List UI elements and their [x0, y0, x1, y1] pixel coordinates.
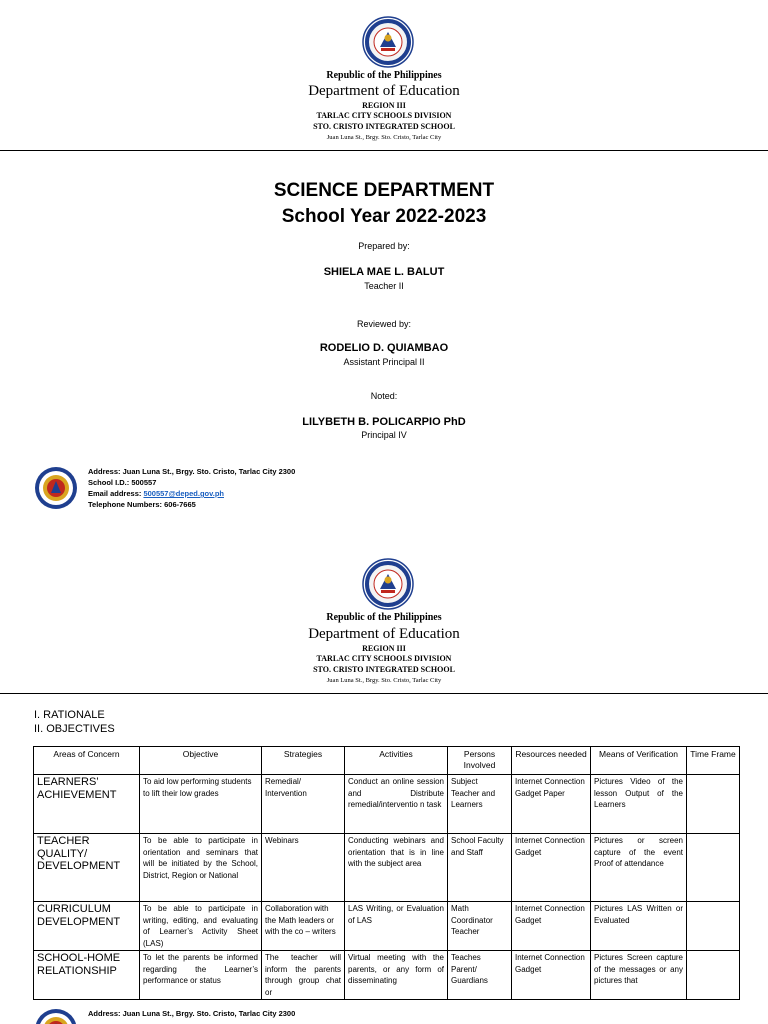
division-heading: TARLAC CITY SCHOOLS DIVISION: [316, 111, 452, 120]
cell-time: [687, 834, 740, 902]
cell-activities: Conduct an online session and Distribute remedial/interventio n task: [345, 775, 448, 834]
cell-verification: Pictures Screen capture of the messages or any pictures that: [591, 951, 687, 1000]
section-rationale: I. RATIONALE: [34, 709, 105, 721]
cell-activities: LAS Writing, or Evaluation of LAS: [345, 902, 448, 951]
reviewed-role: Assistant Principal II: [343, 357, 425, 367]
reviewed-label: Reviewed by:: [356, 319, 412, 329]
column-header: Resources needed: [512, 747, 591, 775]
footer-contact: [88, 1008, 295, 1019]
cell-strategies: Webinars: [262, 834, 345, 902]
region-heading: REGION III: [362, 644, 406, 653]
cell-resources: Internet Connection Gadget: [512, 902, 591, 951]
school-year: School Year 2022-2023: [281, 206, 487, 227]
prepared-role: Teacher II: [364, 281, 404, 291]
footer-email-line: [88, 488, 295, 499]
cell-strategies: Collaboration with the Math leaders or with the co – writers: [262, 902, 345, 951]
school-logo-icon: [34, 466, 78, 510]
objectives-table: [33, 746, 740, 1000]
division-heading: TARLAC CITY SCHOOLS DIVISION: [316, 654, 452, 663]
column-header: Activities: [345, 747, 448, 775]
footer-telephone: Telephone Numbers: 606-7665: [88, 500, 196, 509]
table-row: [34, 951, 740, 1000]
cell-time: [687, 951, 740, 1000]
noted-role: Principal IV: [361, 430, 407, 440]
column-header: Areas of Concern: [34, 747, 140, 775]
cell-verification: Pictures Video of the lesson Output of the Learners: [591, 775, 687, 834]
cell-resources: Internet Connection Gadget: [512, 834, 591, 902]
cell-verification: Pictures or screen capture of the event Proof of attendance: [591, 834, 687, 902]
deped-seal-icon: [362, 558, 414, 610]
department-heading: Department of Education: [308, 83, 460, 99]
cover-title: SCIENCE DEPARTMENT: [273, 180, 495, 201]
reviewed-name: RODELIO D. QUIAMBAO: [319, 342, 449, 354]
cell-persons: School Faculty and Staff: [448, 834, 512, 902]
table-row: [34, 775, 740, 834]
school-address: Juan Luna St., Brgy. Sto. Cristo, Tarlac City: [326, 134, 442, 141]
footer-contact: [88, 466, 295, 510]
cell-area: LEARNERS’ ACHIEVEMENT: [34, 775, 140, 834]
cell-objective: To be able to participate in orientation and seminars that will be initiated by the School, District, Region or National: [140, 834, 262, 902]
section-objectives: II. OBJECTIVES: [34, 723, 115, 735]
footer-email-link[interactable]: 500557@deped.gov.ph: [143, 489, 224, 498]
cell-objective: To aid low performing students to lift their low grades: [140, 775, 262, 834]
cell-activities: Virtual meeting with the parents, or any form of disseminating: [345, 951, 448, 1000]
cell-objective: To let the parents be informed regarding the Learner’s performance or status: [140, 951, 262, 1000]
prepared-label: Prepared by:: [358, 241, 410, 251]
school-logo-icon: [34, 1008, 78, 1024]
department-heading: Department of Education: [308, 626, 460, 642]
cell-resources: Internet Connection Gadget: [512, 951, 591, 1000]
prepared-name: SHIELA MAE L. BALUT: [323, 266, 445, 278]
cell-area: SCHOOL-HOME RELATIONSHIP: [34, 951, 140, 1000]
school-address: Juan Luna St., Brgy. Sto. Cristo, Tarlac City: [326, 677, 442, 684]
document-page-2: [0, 540, 768, 1024]
region-heading: REGION III: [362, 101, 406, 110]
footer-email-label: Email address:: [88, 489, 144, 498]
table-header-row: [34, 747, 740, 775]
cell-persons: Subject Teacher and Learners: [448, 775, 512, 834]
noted-label: Noted:: [370, 391, 398, 401]
footer-address: Address: Juan Luna St., Brgy. Sto. Cristo, Tarlac City 2300: [88, 1009, 296, 1018]
cell-strategies: Remedial/ Intervention: [262, 775, 345, 834]
cell-strategies: The teacher will inform the parents through group chat or: [262, 951, 345, 1000]
footer-school-id: School I.D.: 500557: [88, 478, 157, 487]
republic-heading: Republic of the Philippines: [326, 612, 442, 623]
noted-name: LILYBETH B. POLICARPIO PhD: [302, 416, 466, 428]
school-heading: STO. CRISTO INTEGRATED SCHOOL: [313, 665, 455, 674]
cell-area: TEACHER QUALITY/ DEVELOPMENT: [34, 834, 140, 902]
cell-persons: Math Coordinator Teacher: [448, 902, 512, 951]
header-divider: [0, 150, 768, 151]
cell-time: [687, 775, 740, 834]
column-header: Means of Verification: [591, 747, 687, 775]
deped-seal-icon: [362, 16, 414, 68]
table-row: [34, 902, 740, 951]
column-header: Objective: [140, 747, 262, 775]
cell-resources: Internet Connection Gadget Paper: [512, 775, 591, 834]
republic-heading: Republic of the Philippines: [326, 70, 442, 81]
footer-address: Address: Juan Luna St., Brgy. Sto. Cristo, Tarlac City 2300: [88, 467, 296, 476]
column-header: Persons Involved: [448, 747, 512, 775]
cell-activities: Conducting webinars and orientation that is in line with the subject area: [345, 834, 448, 902]
table-row: [34, 834, 740, 902]
school-heading: STO. CRISTO INTEGRATED SCHOOL: [313, 122, 455, 131]
cell-verification: Pictures LAS Written or Evaluated: [591, 902, 687, 951]
column-header: Strategies: [262, 747, 345, 775]
cell-objective: To be able to participate in writing, editing, and evaluating of Learner’s Activity Sheet (LAS): [140, 902, 262, 951]
header-divider: [0, 693, 768, 694]
cell-time: [687, 902, 740, 951]
cell-persons: Teaches Parent/ Guardians: [448, 951, 512, 1000]
cell-area: CURRICULUM DEVELOPMENT: [34, 902, 140, 951]
column-header: Time Frame: [687, 747, 740, 775]
